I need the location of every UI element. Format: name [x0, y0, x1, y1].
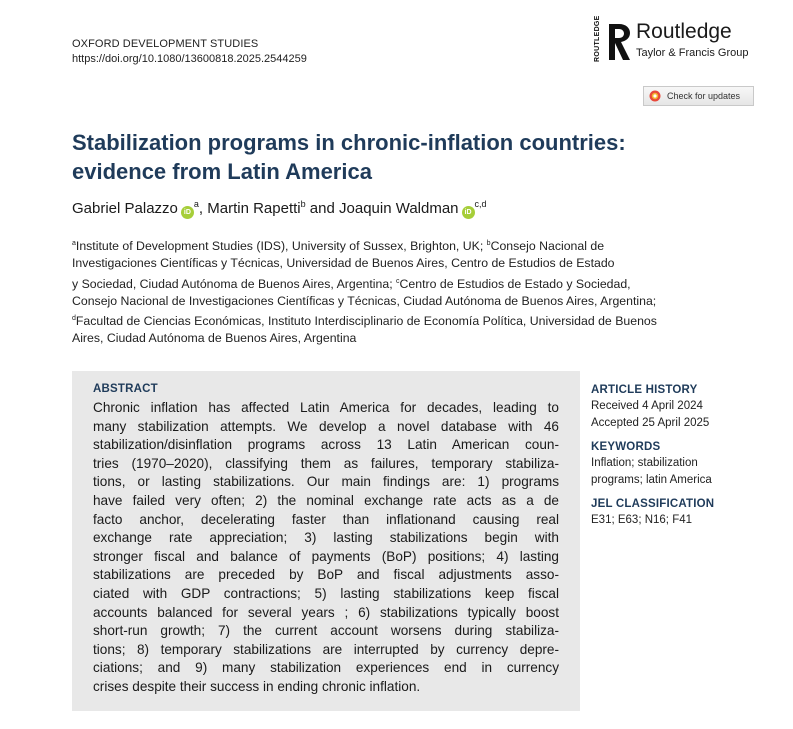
affil-text: Facultad de Ciencias Económicas, Instituto Interdisciplinario de Economía Política, Universidad de Buenos	[75, 314, 657, 329]
title-line: Stabilization programs in chronic-inflation countries:	[72, 130, 626, 155]
abstract-line: crises despite their success in ending chronic inflation.	[93, 678, 421, 694]
affil-sup: b	[486, 240, 491, 247]
affil-text: Investigaciones Científicas y Técnicas, Universidad de Buenos Aires, Centro de Estudios de Estado	[72, 256, 615, 271]
abstract-line: short-run growth; 7) the current account worsens during stabiliza-	[93, 623, 559, 639]
abstract-line: many stabilization attempts. We develop a novel database with 46	[93, 418, 559, 434]
author-name[interactable]: Martin Rapetti	[207, 200, 301, 217]
accepted-date: Accepted 25 April 2025	[591, 417, 710, 429]
affil-sup: a	[72, 240, 76, 247]
jel-heading: JEL CLASSIFICATION	[591, 498, 715, 510]
affil-text: Centro de Estudios de Estado y Sociedad,	[399, 276, 631, 291]
abstract-line: stabilizations are preceded by BoP and fiscal adjustments asso-	[93, 567, 559, 583]
affil-sup: d	[72, 315, 76, 322]
abstract-line: Chronic inflation has affected Latin America for decades, leading to	[93, 400, 559, 415]
author-affil-sup: c,d	[474, 199, 487, 209]
abstract-line: exchange rate appreciation; 3) lasting stabilizations begin with	[93, 530, 559, 546]
affiliation-line	[72, 293, 758, 310]
orcid-icon[interactable]: iD	[181, 206, 194, 219]
affil-text: Institute of Development Studies (IDS), University of Sussex, Brighton, UK;	[75, 239, 487, 254]
abstract-box	[72, 371, 580, 711]
check-updates-label: Check for updates	[667, 91, 741, 101]
check-for-updates-button[interactable]	[643, 86, 754, 106]
abstract-line: stronger fiscal and balance of payments (BoP) positions; 4) lasting	[93, 548, 559, 564]
keywords-line: Inflation; stabilization	[591, 457, 698, 469]
abstract-line: tries (1970–2020), classifying them as failures, temporary stabiliza-	[93, 455, 559, 471]
author-separator: and	[305, 200, 340, 217]
affil-text: Consejo Nacional de	[490, 239, 605, 254]
keywords-heading: KEYWORDS	[591, 441, 661, 453]
keywords-section	[591, 440, 771, 489]
routledge-r-icon	[606, 22, 632, 62]
received-date: Received 4 April 2024	[591, 400, 703, 412]
abstract-body	[93, 399, 559, 697]
keywords-line: programs; latin America	[591, 474, 712, 486]
abstract-line: ciations; and 9) many stabilization experiences end in currency	[93, 660, 559, 676]
author-separator: ,	[198, 200, 208, 217]
journal-header	[72, 37, 307, 67]
abstract-line: facto anchor, decelerating faster than inflationand causing real	[93, 511, 559, 527]
affil-text: Aires, Ciudad Autónoma de Buenos Aires, Argentina	[72, 331, 357, 346]
abstract-line: accounts balanced for several years ; 6) stabilizations typically boost	[93, 604, 559, 620]
affil-text: Consejo Nacional de Investigaciones Científicas y Técnicas, Ciudad Autónoma de Buenos Aires, Argentina;	[72, 293, 657, 308]
affiliation-line	[72, 273, 758, 293]
doi-link[interactable]: https://doi.org/10.1080/13600818.2025.2544259	[72, 53, 307, 65]
affiliation-line	[72, 310, 758, 330]
author-name[interactable]: Joaquin Waldman	[339, 200, 459, 217]
article-history-heading: ARTICLE HISTORY	[591, 384, 698, 396]
publisher-logo	[594, 15, 764, 64]
affiliation-line	[72, 330, 758, 347]
abstract-line: stabilization/disinflation programs across 13 Latin American coun-	[93, 437, 559, 453]
check-updates-icon	[649, 90, 661, 102]
abstract-line: tions; 8) temporary stabilizations are interrupted by currency depre-	[93, 641, 559, 657]
jel-section	[591, 497, 771, 529]
jel-codes: E31; E63; N16; F41	[591, 514, 693, 526]
article-sidebar	[591, 383, 771, 533]
abstract-heading: ABSTRACT	[93, 383, 158, 395]
affil-sup: c	[396, 277, 400, 285]
affil-text: y Sociedad, Ciudad Autónoma de Buenos Aires, Argentina;	[72, 276, 397, 291]
affiliation-line	[72, 235, 758, 255]
abstract-line: ciated with GDP contractions; 5) lasting stabilizations keep fiscal	[93, 585, 559, 601]
abstract-line: tions, or lasting stabilizations. Our main findings are: 1) programs	[93, 474, 559, 490]
author-affil-sup: a	[193, 199, 199, 209]
affiliation-line	[72, 255, 758, 272]
article-title	[72, 128, 712, 186]
logo-vertical-text: ROUTLEDGE	[594, 15, 601, 62]
article-history-section	[591, 383, 771, 432]
publisher-name: Routledge	[636, 20, 732, 43]
author-affil-sup: b	[300, 199, 306, 209]
title-line: evidence from Latin America	[72, 159, 372, 184]
author-name[interactable]: Gabriel Palazzo	[72, 200, 178, 217]
author-list	[72, 199, 487, 219]
publisher-group: Taylor & Francis Group	[636, 47, 749, 59]
abstract-line: have failed very often; 2) the nominal exchange rate acts as a de	[93, 492, 559, 508]
journal-name: OXFORD DEVELOPMENT STUDIES	[72, 38, 259, 50]
orcid-icon[interactable]: iD	[462, 206, 475, 219]
affiliations	[72, 235, 758, 348]
